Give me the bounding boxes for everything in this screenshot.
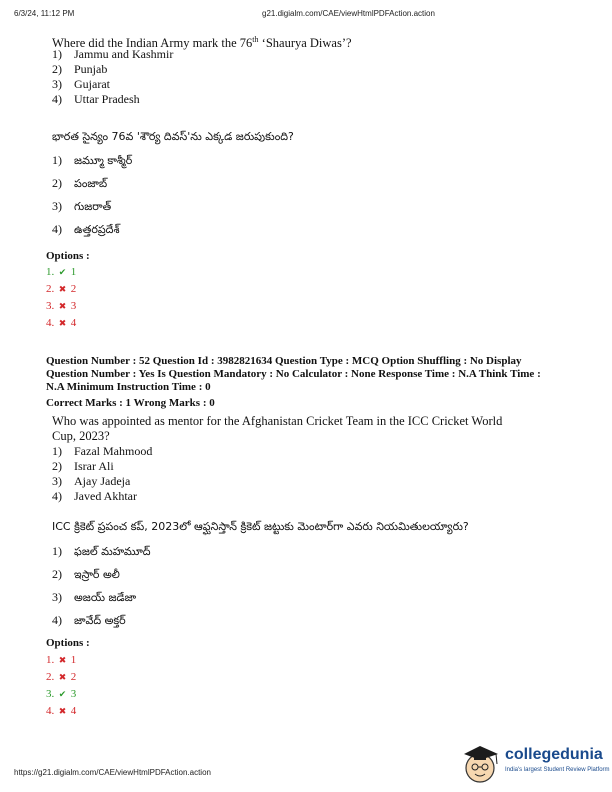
q52-question-line-1: Who was appointed as mentor for the Afghanistan Cricket Team in the ICC Cricket World <box>52 414 503 428</box>
q51-answer-3: 3. ✖ 3 <box>46 300 77 312</box>
q52-answer-2: 2. ✖ 2 <box>46 671 77 683</box>
q52-telugu-question: ICC క్రికెట్ ప్రపంచ కప్, 2023లో ఆఫ్ఘనిస్తాన్ క్రికెట్ జట్టుకు మెంటార్‌గా ఎవరు నియమితులయ్యారు? <box>52 520 469 533</box>
logo-wordmark: collegedunia <box>505 746 603 763</box>
q51-telugu-option-2: 2) పంజాబ్ <box>52 176 108 190</box>
question-51-text: Where did the Indian Army mark the 76th ‘Shaurya Diwas’? <box>52 35 352 51</box>
q52-meta-line-3: N.A Minimum Instruction Time : 0 <box>46 381 211 393</box>
q52-option-1: 1) Fazal Mahmood <box>52 444 153 458</box>
q52-option-4: 4) Javed Akhtar <box>52 489 137 503</box>
print-datetime: 6/3/24, 11:12 PM <box>14 9 75 18</box>
print-url: g21.digialm.com/CAE/viewHtmlPDFAction.action <box>262 9 435 18</box>
cross-icon: ✖ <box>58 318 67 328</box>
q51-answer-4: 4. ✖ 4 <box>46 317 77 329</box>
check-icon: ✔ <box>58 267 67 277</box>
q52-meta-line-1: Question Number : 52 Question Id : 3982821634 Question Type : MCQ Option Shuffling : No Display <box>46 355 522 367</box>
q51-option-3: 3) Gujarat <box>52 77 110 91</box>
q52-telugu-option-4: 4) జావేద్ అక్తర్ <box>52 613 126 627</box>
q52-answer-4: 4. ✖ 4 <box>46 705 77 717</box>
q52-options-label: Options : <box>46 637 90 649</box>
cross-icon: ✖ <box>58 672 67 682</box>
logo-tagline: India's largest Student Review Platform <box>505 767 610 773</box>
q52-meta-line-2: Question Number : Yes Is Question Mandatory : No Calculator : None Response Time : N.A Think Time : <box>46 368 541 380</box>
footer-url: https://g21.digialm.com/CAE/viewHtmlPDFAction.action <box>14 768 211 777</box>
q51-telugu-option-3: 3) గుజరాత్ <box>52 199 112 213</box>
q52-telugu-option-3: 3) అజయ్ జడేజా <box>52 590 137 604</box>
q52-telugu-option-1: 1) ఫజల్ మహమూద్ <box>52 544 151 558</box>
q52-option-3: 3) Ajay Jadeja <box>52 474 131 488</box>
mascot-icon <box>460 742 502 786</box>
q51-answer-2: 2. ✖ 2 <box>46 283 77 295</box>
q51-option-4: 4) Uttar Pradesh <box>52 92 140 106</box>
cross-icon: ✖ <box>58 284 67 294</box>
q52-option-2: 2) Israr Ali <box>52 459 114 473</box>
cross-icon: ✖ <box>58 301 67 311</box>
q51-telugu-option-4: 4) ఉత్తరప్రదేశ్ <box>52 222 120 236</box>
q51-options-label: Options : <box>46 250 90 262</box>
q52-marks: Correct Marks : 1 Wrong Marks : 0 <box>46 397 215 409</box>
q52-telugu-option-2: 2) ఇస్రార్ అలీ <box>52 567 120 581</box>
q51-answer-1: 1. ✔ 1 <box>46 266 77 278</box>
q51-option-2: 2) Punjab <box>52 62 108 76</box>
q52-answer-1: 1. ✖ 1 <box>46 654 77 666</box>
collegedunia-logo <box>460 742 610 788</box>
q51-option-1: 1) Jammu and Kashmir <box>52 47 174 61</box>
q51-telugu-question: భారత సైన్యం 76వ 'శౌర్య దివస్'ను ఎక్కడ జరుపుకుంది? <box>52 130 294 143</box>
q51-telugu-option-1: 1) జమ్మూ కాశ్మీర్ <box>52 153 133 167</box>
q52-question-line-2: Cup, 2023? <box>52 429 110 443</box>
q52-answer-3: 3. ✔ 3 <box>46 688 77 700</box>
cross-icon: ✖ <box>58 655 67 665</box>
cross-icon: ✖ <box>58 706 67 716</box>
check-icon: ✔ <box>58 689 67 699</box>
